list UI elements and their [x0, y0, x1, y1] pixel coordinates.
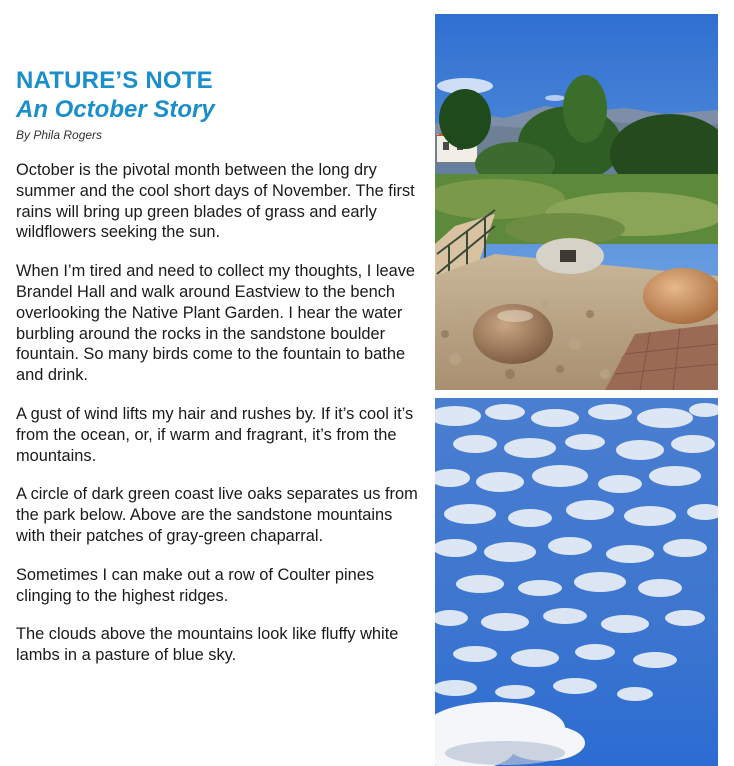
paragraph-5: Sometimes I can make out a row of Coulter pines clinging to the highest ridges. — [16, 565, 375, 605]
byline: By Phila Rogers — [16, 128, 103, 142]
paragraph-1: October is the pivotal month between the long dry summer and the cool short days of November. The first rains will bring up green blades of grass and early wildflowers seeking the sun. — [16, 161, 415, 242]
paragraph-6: The clouds above the mountains look like fluffy white lambs in a pasture of blue sky. — [16, 625, 399, 665]
column-kicker: NATURE’S NOTE — [16, 67, 213, 94]
sky-clouds-image — [435, 398, 718, 766]
article-text-column — [16, 66, 418, 684]
garden-fountain-image — [435, 14, 718, 390]
garden-fountain-photo — [435, 14, 718, 390]
sky-clouds-photo — [435, 398, 718, 766]
paragraph-3: A gust of wind lifts my hair and rushes by. If it’s cool it’s from the ocean, or, if warm and fragrant, it’s from the mountains. — [16, 404, 414, 465]
article-title: An October Story — [16, 96, 215, 123]
paragraph-2: When I’m tired and need to collect my thoughts, I leave Brandel Hall and walk around Eastview to the bench overlooking the Native Plant Garden. I hear the water burbling around the rocks in the sandstone boulder fountain. So many birds come to the fountain to bathe and drink. — [16, 262, 416, 385]
paragraph-4: A circle of dark green coast live oaks separates us from the park below. Above are the sandstone mountains with their patches of gray-green chaparral. — [16, 485, 418, 545]
article-body — [16, 160, 418, 666]
